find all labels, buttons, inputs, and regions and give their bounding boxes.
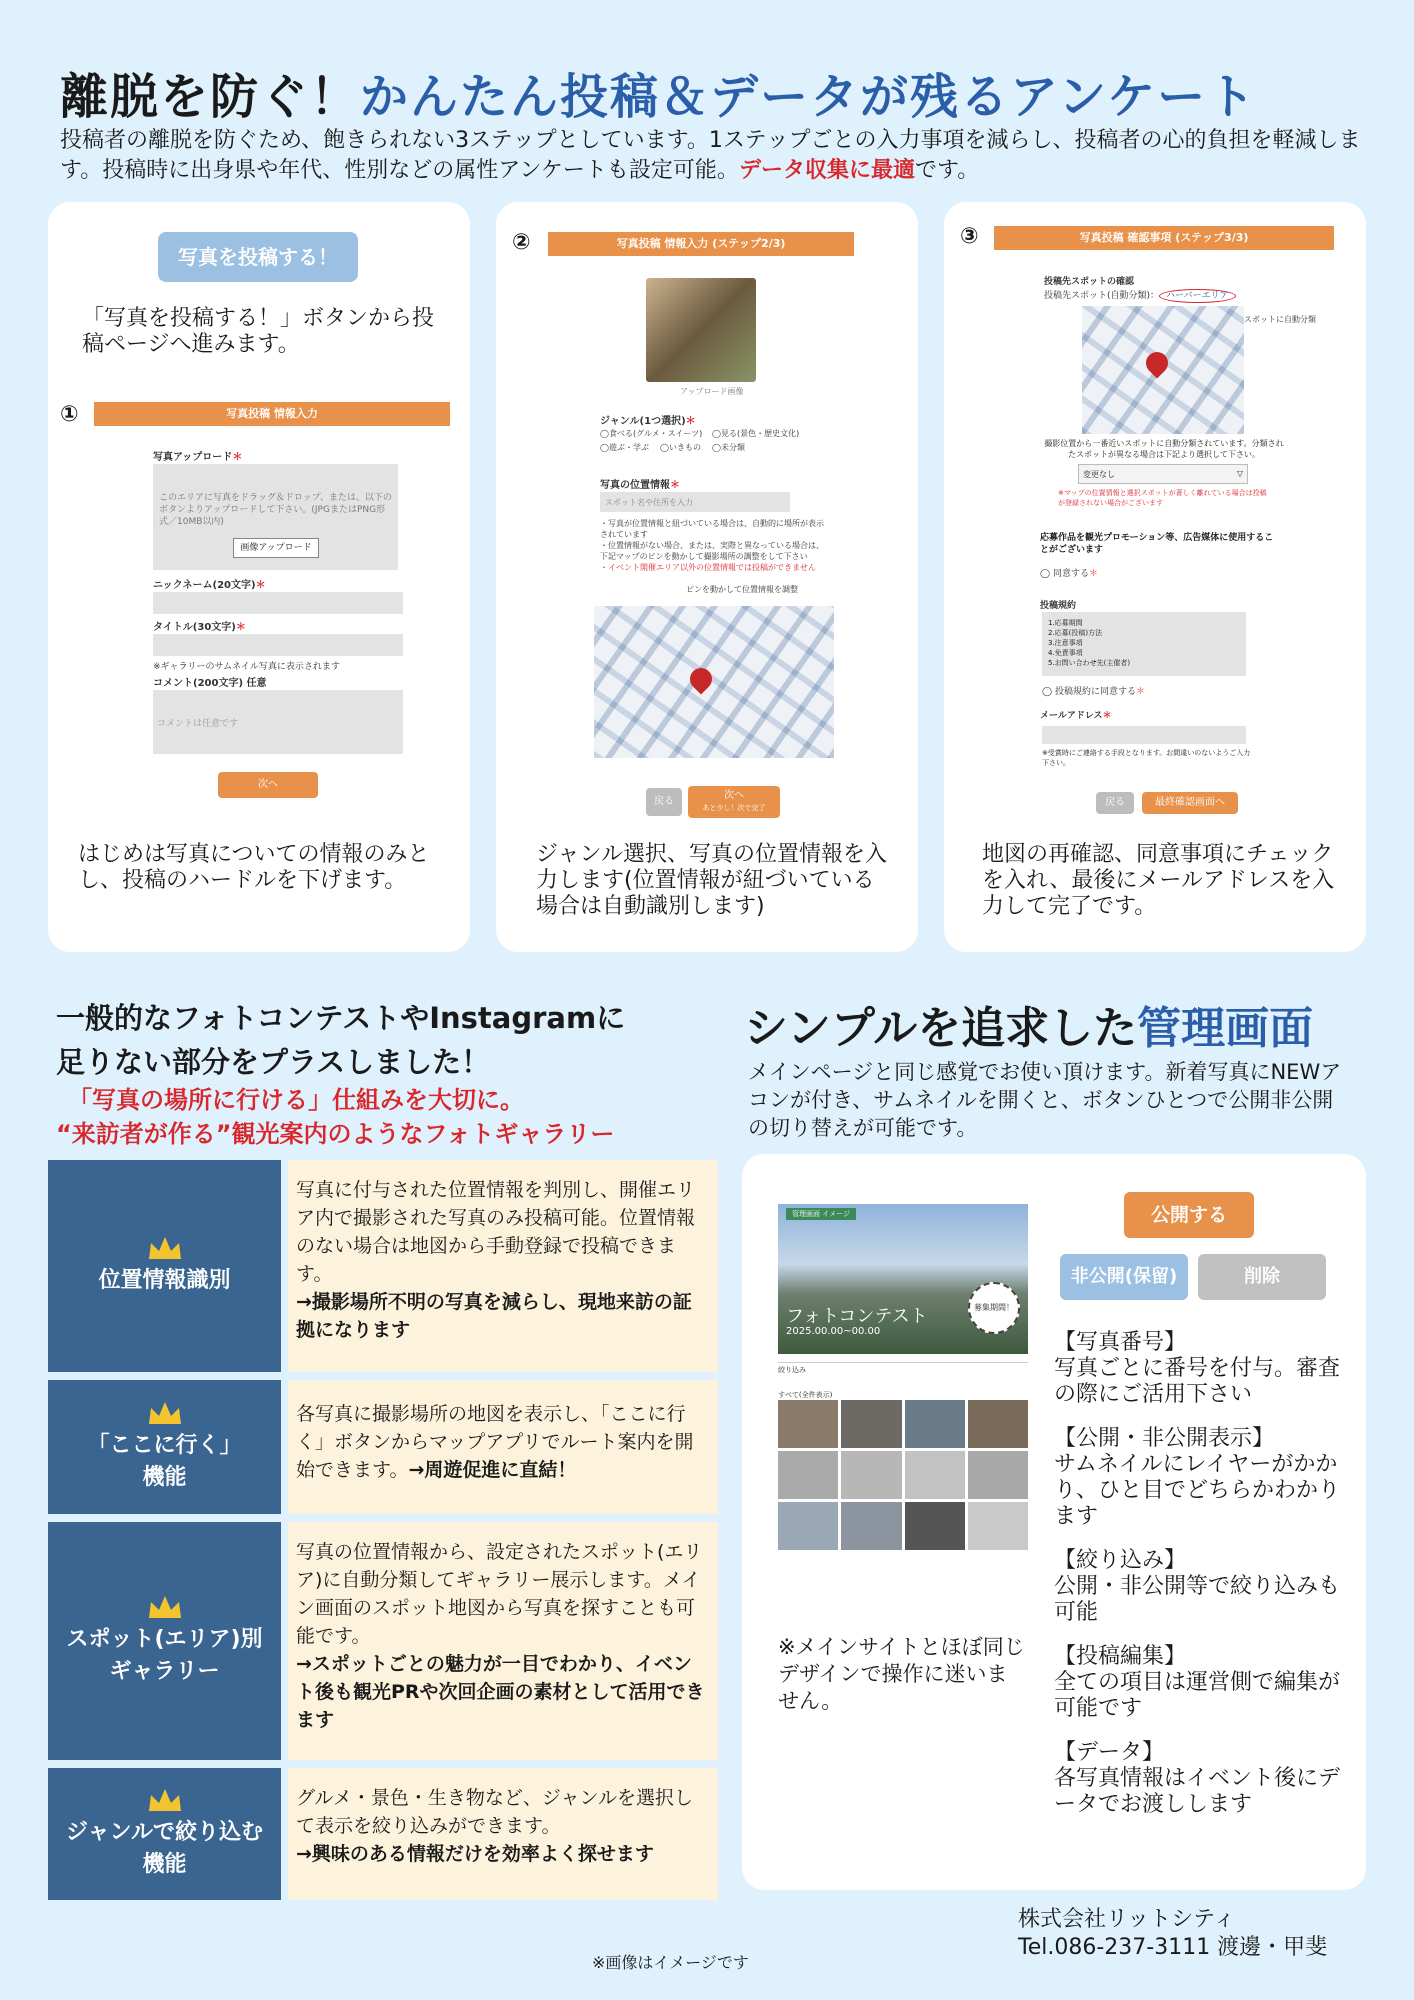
step3-back-button[interactable]: 戻る [1096, 792, 1134, 814]
feature-label: ジャンルで絞り込む [65, 1820, 263, 1845]
step3-number: ③ [960, 224, 979, 249]
photo-caption: アップロード画像 [680, 387, 744, 396]
feature-label: ギャラリー [109, 1659, 220, 1684]
step1-desc-bottom: はじめは写真についての情報のみとし、投稿のハードルを下げます。 [78, 842, 430, 893]
rules-agree-checkbox[interactable]: ◯ 投稿規約に同意する＊ [1042, 687, 1145, 697]
admin-item-text: 各写真情報はイベント後にデータでお渡しします [1054, 1766, 1341, 1817]
step1-next-button[interactable]: 次へ [218, 772, 318, 798]
spot-map[interactable] [1082, 306, 1244, 434]
admin-item-title: 【絞り込み】 [1054, 1548, 1187, 1573]
admin-item [1054, 1330, 1354, 1408]
spot-auto-row: 投稿先スポット(自動分類)： ハーバーエリア [1044, 288, 1236, 301]
thumbnail[interactable] [778, 1502, 838, 1550]
feature-bold: →周遊促進に直結！ [408, 1459, 577, 1481]
feature-bold: →興味のある情報だけを効率よく探せます [296, 1843, 654, 1865]
thumbnail[interactable] [778, 1451, 838, 1499]
delete-button[interactable]: 削除 [1198, 1254, 1326, 1300]
nickname-label: ニックネーム(20文字)＊ [153, 580, 266, 591]
admin-item-title: 【写真番号】 [1054, 1330, 1187, 1355]
spot-confirm-label: 投稿先スポットの確認 [1044, 277, 1135, 287]
feature-label: スポット(エリア)別 [66, 1627, 263, 1652]
admin-note: ※メインサイトとほぼ同じデザインで操作に迷いません。 [778, 1635, 1025, 1713]
admin-mock-hero [778, 1204, 1028, 1354]
feature-row-goto [48, 1380, 718, 1514]
post-photo-button[interactable]: 写真を投稿する！ [158, 232, 358, 282]
admin-item-text: 写真ごとに番号を付与。審査の際にご活用下さい [1054, 1356, 1341, 1407]
genre-label: ジャンル(1つ選択)＊ [600, 416, 696, 427]
features-sub-2: “来訪者が作る”観光案内のようなフォトギャラリー [56, 1120, 615, 1148]
feature-desc-cell [288, 1380, 718, 1514]
features-heading [56, 996, 625, 1084]
step2-bar: 写真投稿 情報入力 (ステップ2/3) [548, 232, 854, 256]
promo-agree-checkbox[interactable]: ◯ 同意する＊ [1040, 569, 1098, 579]
spot-pin-icon [1141, 347, 1172, 378]
step2-next-sub: あと少し！次で完了 [702, 804, 766, 812]
feature-row-location [48, 1160, 718, 1372]
feature-label-cell [48, 1522, 281, 1760]
feature-text: 写真に付与された位置情報を判別し、開催エリア内で撮影された写真のみ投稿可能。位置情報のない場合は地図から手動登録で投稿できます。 [296, 1179, 696, 1285]
features-heading-2: 足りない部分をプラスしました！ [56, 1045, 491, 1079]
nickname-field[interactable] [153, 592, 403, 614]
private-button[interactable]: 非公開(保留) [1060, 1254, 1188, 1300]
admin-mock-tag: 管理画面 イメージ [786, 1208, 856, 1220]
location-bullet-3: ・イベント開催エリア以外の位置情報では投稿ができません [600, 563, 816, 572]
intro-tail: です。 [914, 158, 980, 183]
step2-next-button[interactable] [688, 786, 780, 818]
location-bullet-1: ・写真が位置情報と紐づいている場合は、自動的に場所が表示されています [600, 519, 824, 539]
spot-name: ハーバーエリア [1159, 289, 1236, 303]
feature-label: 機能 [142, 1465, 187, 1490]
chevron-down-icon: ▽ [1236, 469, 1243, 478]
thumbnail[interactable] [968, 1451, 1028, 1499]
admin-item-title: 【投稿編集】 [1054, 1644, 1187, 1669]
step3-desc-bottom: 地図の再確認、同意事項にチェックを入れ、最後にメールアドレスを入力して完了です。 [982, 842, 1335, 919]
feature-bold: →スポットごとの魅力が一目でわかり、イベント後も観光PRや次回企画の素材として活用できます [296, 1653, 705, 1731]
upload-dropzone[interactable] [153, 464, 398, 570]
admin-item [1054, 1644, 1354, 1722]
features-heading-1: 一般的なフォトコンテストやInstagramに [56, 1001, 626, 1035]
promo-text: 応募作品を観光プロモーション等、広告媒体に使用することがございます [1040, 533, 1274, 555]
map-pin-icon[interactable] [685, 663, 716, 694]
crown-icon [147, 1594, 183, 1620]
location-map[interactable] [594, 606, 834, 758]
admin-heading-black: シンプルを追求した [744, 1003, 1138, 1054]
feature-row-genre [48, 1768, 718, 1900]
email-note: ※受賞時にご連絡する手段となります。お間違いのないようご入力下さい。 [1042, 749, 1251, 767]
feature-label-cell [48, 1160, 281, 1372]
step1-number: ① [60, 402, 79, 427]
admin-feature-list [1054, 1330, 1354, 1818]
footer-disclaimer: ※画像はイメージです [592, 1953, 749, 1972]
spot-warning: ※マップの位置情報と選択スポットが著しく離れている場合は投稿が登録されない場合がございます [1058, 489, 1267, 507]
email-field[interactable] [1042, 726, 1246, 744]
title-note: ※ギャラリーのサムネイル写真に表示されます [153, 662, 340, 672]
feature-label: 「ここに行く」 [87, 1433, 242, 1458]
thumbnail[interactable] [905, 1502, 965, 1550]
thumbnail[interactable] [778, 1400, 838, 1448]
title-blue: かんたん投稿＆データが残るアンケート [360, 69, 1258, 125]
genre-option-0[interactable]: ◯食べる(グルメ・スイーツ) [600, 429, 703, 438]
intro-text [60, 126, 1370, 186]
thumbnail[interactable] [905, 1451, 965, 1499]
title-field[interactable] [153, 634, 403, 656]
footer-company [1018, 1906, 1327, 1962]
company-contact: Tel.086-237-3111 渡邊・甲斐 [1018, 1935, 1328, 1960]
image-upload-button[interactable]: 画像アップロード [233, 538, 319, 558]
feature-row-spot [48, 1522, 718, 1760]
crown-icon [147, 1235, 183, 1261]
upload-label: 写真アップロード＊ [153, 452, 243, 463]
rules-label: 投稿規約 [1040, 601, 1077, 611]
rules-item: 2.応募(投稿)方法 [1048, 629, 1103, 637]
admin-item [1054, 1548, 1354, 1626]
step1-card [48, 202, 470, 952]
publish-button[interactable]: 公開する [1124, 1192, 1254, 1238]
thumbnail[interactable] [841, 1400, 901, 1448]
rules-item: 4.免責事項 [1048, 649, 1083, 657]
feature-label-cell [48, 1768, 281, 1900]
title-black: 離脱を防ぐ！ [60, 69, 361, 125]
admin-mock-title: フォトコンテスト [786, 1306, 928, 1327]
step2-desc-bottom: ジャンル選択、写真の位置情報を入力します(位置情報が紐づいている場合は自動識別します) [536, 842, 888, 919]
thumbnail[interactable] [841, 1502, 901, 1550]
step1-desc-top: 「写真を投稿する！」ボタンから投稿ページへ進みます。 [82, 306, 435, 357]
spot-select-value: 変更なし [1083, 470, 1115, 479]
feature-text: 各写真に撮影場所の地図を表示し、「ここに行く」ボタンからマップアプリでルート案内を開始できます。 [296, 1403, 694, 1481]
feature-label: 位置情報識別 [98, 1268, 231, 1293]
feature-text: グルメ・景色・生き物など、ジャンルを選択して表示を絞り込みができます。 [296, 1787, 694, 1837]
admin-item-text: サムネイルにレイヤーがかかり、ひと目でどちらかわかります [1054, 1452, 1341, 1529]
admin-mock-badge: 募集期間！ [968, 1282, 1020, 1334]
crown-icon [147, 1400, 183, 1426]
admin-item [1054, 1426, 1354, 1530]
admin-item-text: 全ての項目は運営側で編集が可能です [1054, 1670, 1341, 1721]
upload-hint: このエリアに写真をドラッグ＆ドロップ、または、以下のボタンよりアップロードして下さい。(JPGまたはPNG形式／10MB以内) [159, 493, 392, 527]
admin-heading [744, 992, 1313, 1056]
feature-label: 機能 [142, 1852, 187, 1877]
admin-mock-grid [778, 1400, 1028, 1550]
step2-number: ② [512, 230, 531, 255]
feature-desc-cell [288, 1768, 718, 1900]
email-label: メールアドレス＊ [1040, 711, 1112, 721]
genre-option-4[interactable]: ◯未分類 [712, 443, 745, 452]
step2-next-label: 次へ [724, 790, 744, 801]
rules-item: 5.お問い合わせ先(主催者) [1048, 659, 1131, 667]
admin-card [742, 1154, 1366, 1890]
thumbnail[interactable] [905, 1400, 965, 1448]
company-name: 株式会社リットシティ [1018, 1907, 1236, 1932]
admin-heading-blue: 管理画面 [1137, 1003, 1314, 1054]
step3-card [944, 202, 1366, 952]
intro-body: 投稿者の離脱を防ぐため、飽きられない3ステップとしています。1ステップごとの入力事項を減らし、投稿者の心的負担を軽減します。投稿時に出身県や年代、性別などの属性アンケートも設定可能。 [60, 128, 1361, 183]
genre-option-2[interactable]: ◯遊ぶ・学ぶ [600, 443, 649, 452]
admin-item-title: 【データ】 [1054, 1740, 1165, 1765]
uploaded-photo [646, 278, 756, 382]
feature-desc-cell [288, 1160, 718, 1372]
comment-field[interactable] [153, 690, 403, 754]
comment-label: コメント(200文字) 任意 [153, 678, 267, 689]
genre-option-3[interactable]: ◯いきもの [660, 443, 701, 452]
intro-highlight: データ収集に最適 [738, 158, 915, 183]
admin-mock-all: すべて(全件表示) [778, 1391, 833, 1399]
location-bullet-2: ・位置情報がない場合、または、実際と異なっている場合は、下記マップのピンを動かして撮影場所の調整をして下さい [600, 541, 824, 561]
step2-back-button[interactable]: 戻る [646, 788, 682, 816]
admin-mock-date: 2025.00.00~00.00 [786, 1326, 881, 1337]
rules-item: 1.応募期間 [1048, 619, 1083, 627]
location-input[interactable]: スポット名や住所を入力 [600, 492, 790, 512]
features-sub-1: 「写真の場所に行ける」仕組みを大切に。 [68, 1086, 524, 1114]
thumbnail[interactable] [841, 1451, 901, 1499]
admin-item-text: 公開・非公開等で絞り込みも可能 [1054, 1574, 1341, 1625]
comment-placeholder: コメントは任意です [157, 719, 239, 729]
thumbnail[interactable] [968, 1400, 1028, 1448]
thumbnail[interactable] [968, 1502, 1028, 1550]
pin-note: ピンを動かして位置情報を調整 [686, 585, 798, 594]
feature-desc-cell [288, 1522, 718, 1760]
step1-bar: 写真投稿 情報入力 [94, 402, 450, 426]
feature-label-cell [48, 1380, 281, 1514]
map-note: 撮影位置から一番近いスポットに自動分類されています。分類されたスポットが異なる場合は下記より選択して下さい。 [1044, 439, 1284, 459]
spot-callout: スポットに自動分類 [1244, 315, 1316, 324]
location-notes [600, 518, 830, 573]
location-label: 写真の位置情報＊ [600, 480, 680, 491]
genre-option-1[interactable]: ◯見る(景色・歴史文化) [712, 429, 800, 438]
spot-select[interactable] [1078, 464, 1248, 484]
admin-intro: メインページと同じ感覚でお使い頂けます。新着写真にNEWアコンが付き、サムネイルを開くと、ボタンひとつで公開非公開の切り替えが可能です。 [748, 1060, 1342, 1140]
title-label: タイトル(30文字)＊ [153, 622, 246, 633]
admin-item-title: 【公開・非公開表示】 [1054, 1426, 1275, 1451]
page-title [60, 58, 1257, 127]
final-confirm-button[interactable]: 最終確認画面へ [1142, 792, 1238, 814]
admin-item [1054, 1740, 1354, 1818]
rules-item: 3.注意事項 [1048, 639, 1083, 647]
crown-icon [147, 1787, 183, 1813]
feature-bold: →撮影場所不明の写真を減らし、現地来訪の証拠になります [296, 1291, 692, 1341]
rules-box[interactable] [1042, 612, 1246, 676]
step3-bar: 写真投稿 確認事項 (ステップ3/3) [994, 226, 1334, 250]
feature-text: 写真の位置情報から、設定されたスポット(エリア)に自動分類してギャラリー展示します。メイン画面のスポット地図から写真を探すことも可能です。 [296, 1541, 703, 1647]
admin-mock-filter[interactable]: 絞り込み [778, 1362, 1028, 1386]
step2-card [496, 202, 918, 952]
